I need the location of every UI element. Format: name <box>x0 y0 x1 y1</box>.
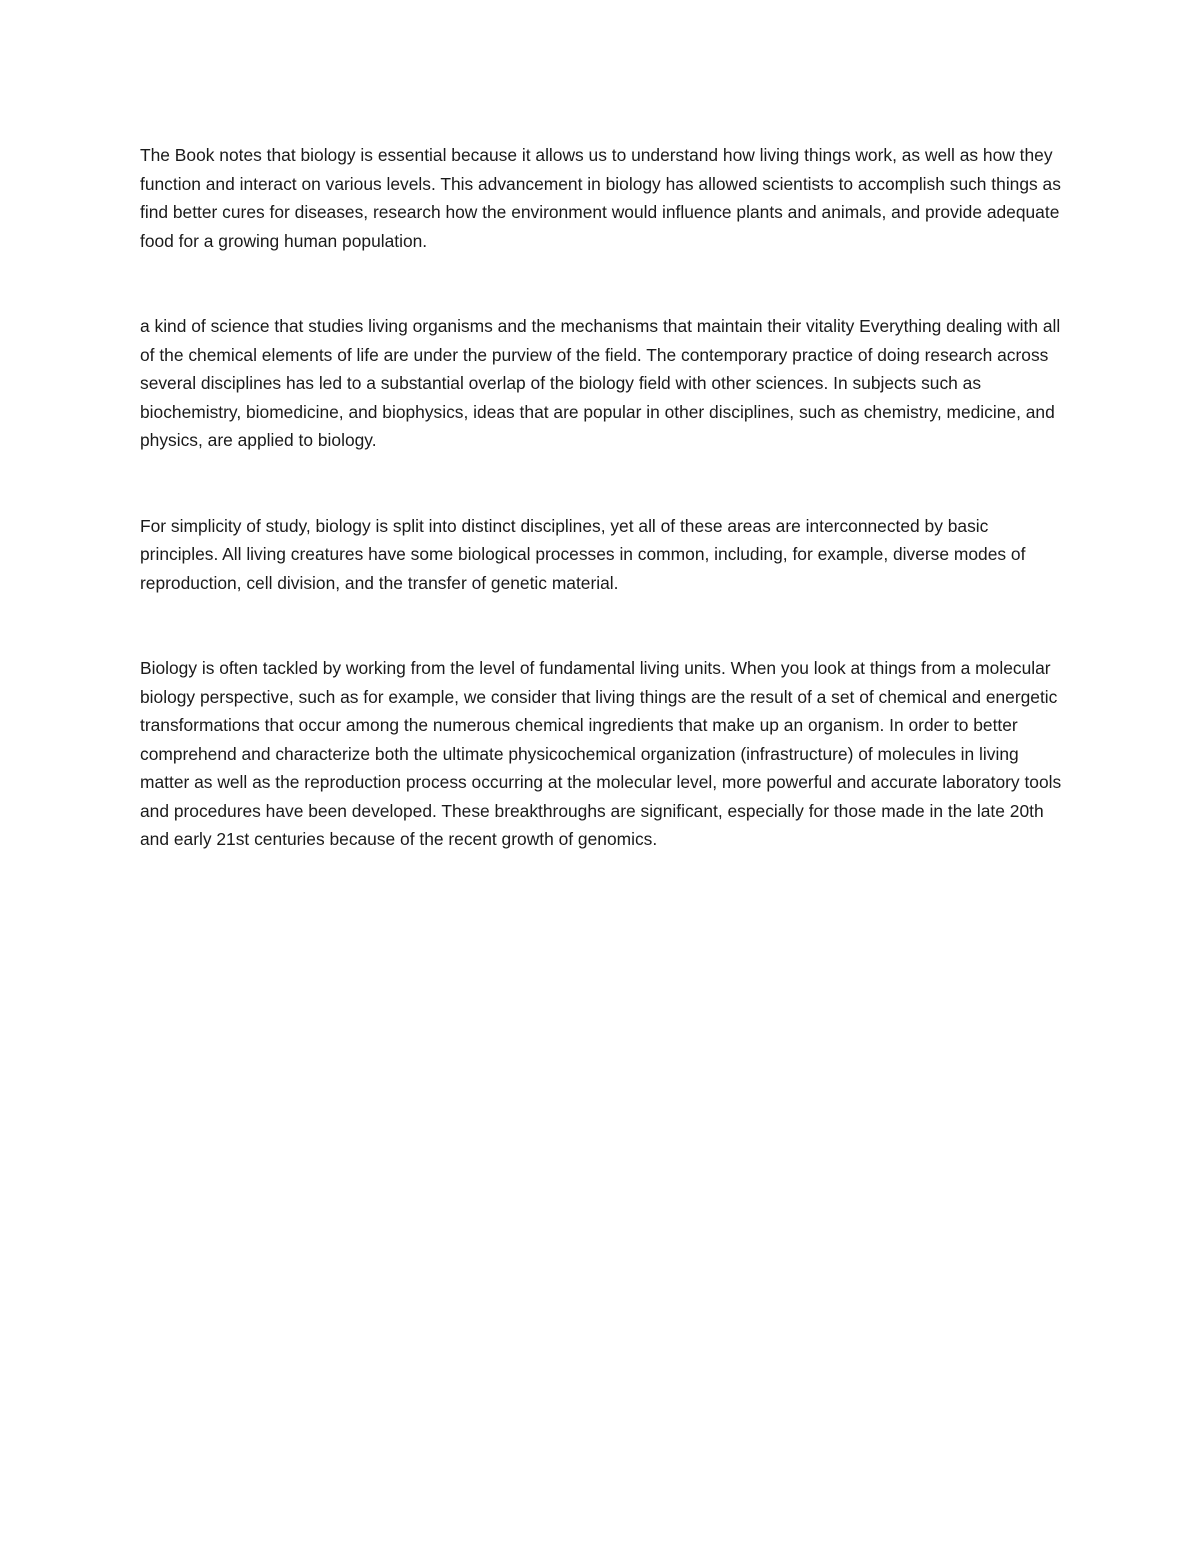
paragraph-3: For simplicity of study, biology is split into distinct disciplines, yet all of these areas are interconnected by basic principles. All living creatures have some biological processes in common, including, for example, diverse modes of reproduction, cell division, and the transfer of genetic material. <box>140 515 1026 593</box>
paragraph-4: Biology is often tackled by working from the level of fundamental living units. When you look at things from a molecular biology perspective, such as for example, we consider that living things are the result of a set of chemical and energetic transformations that occur among the numerous chemical ingredients that make up an organism. In order to better comprehend and characterize both the ultimate physicochemical organization (infrastructure) of molecules in living matter as well as the reproduction process occurring at the molecular level, more powerful and accurate laboratory tools and procedures have been developed. These breakthroughs are significant, especially for those made in the late 20th and early 21st centuries because of the recent growth of genomics. <box>140 658 1062 849</box>
document-body <box>140 141 1065 854</box>
paragraph-1: The Book notes that biology is essential because it allows us to understand how living things work, as well as how they function and interact on various levels. This advancement in biology has allowed scientists to accomplish such things as find better cures for diseases, research how the environment would influence plants and animals, and provide adequate food for a growing human population. <box>140 145 1061 251</box>
paragraph-2: a kind of science that studies living organisms and the mechanisms that maintain their vitality Everything dealing with all of the chemical elements of life are under the purview of the field. The contemporary practice of doing research across several disciplines has led to a substantial overlap of the biology field with other sciences. In subjects such as biochemistry, biomedicine, and biophysics, ideas that are popular in other disciplines, such as chemistry, medicine, and physics, are applied to biology. <box>140 316 1061 450</box>
